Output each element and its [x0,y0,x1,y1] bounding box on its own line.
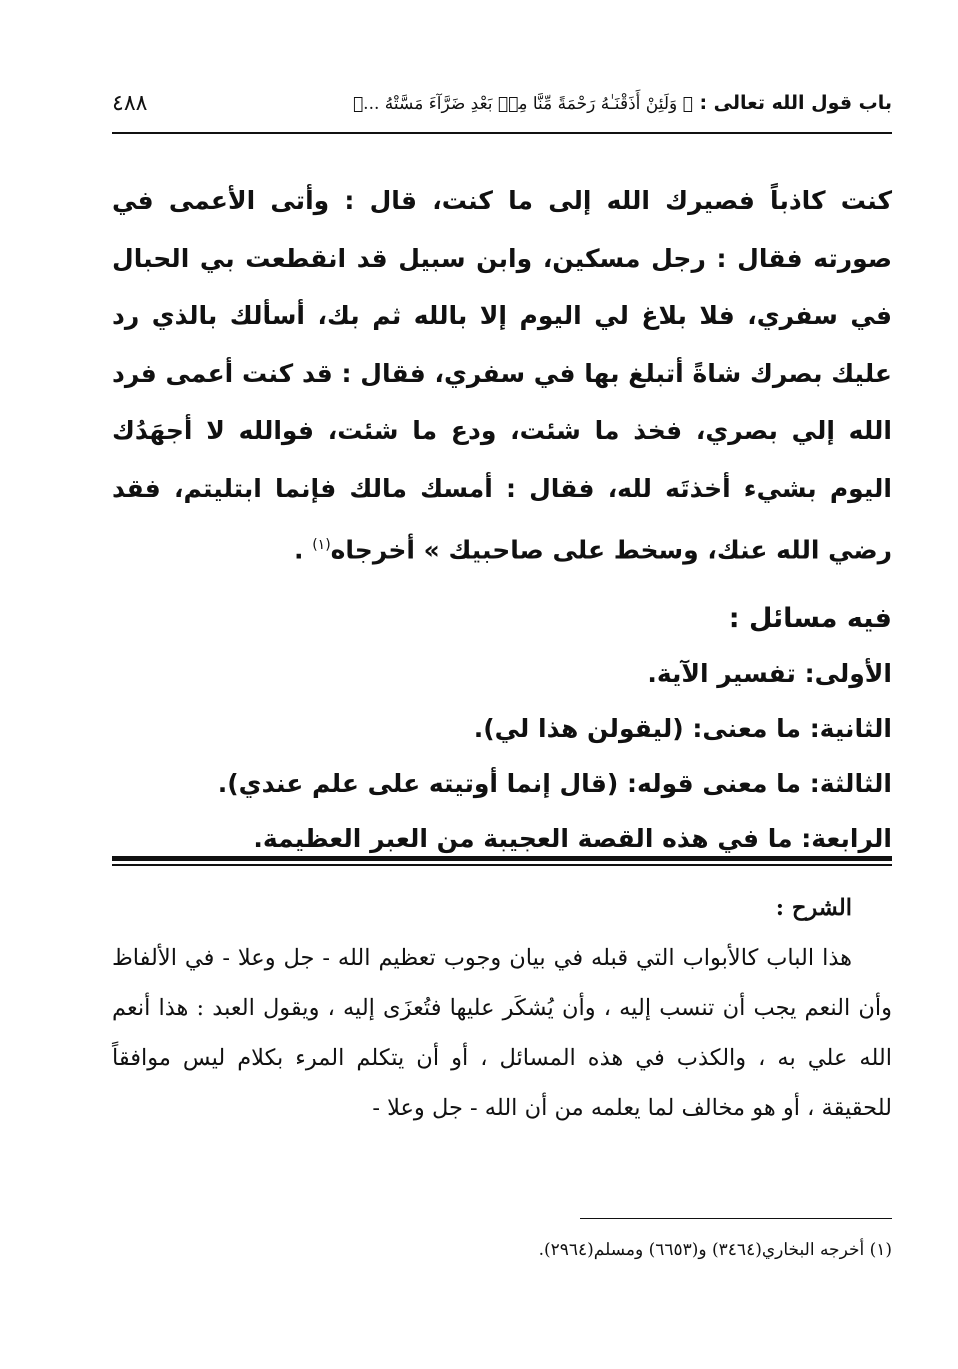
issue-item: الثالثة: ما معنى قوله: (قال إنما أوتيته على علم عندي). [217,769,892,798]
hadith-text-block [112,172,892,579]
divider-thin-line [112,864,892,866]
issue-item: الثانية: ما معنى: (ليقولن هذا لي). [473,714,892,743]
page-number: ٤٨٨ [112,90,148,116]
issue-item: الرابعة: ما في هذه القصة العجيبة من العبر العظيمة. [253,824,892,853]
footnote: (١) أخرجه البخاري(٣٤٦٤) و(٦٦٥٣) ومسلم(٢٩٦٤). [538,1240,892,1260]
running-header [112,78,892,128]
issues-heading: فيه مسائل : [728,603,892,634]
hadith-text: كنت كاذباً فصيرك الله إلى ما كنت، قال : وأتى الأعمى في صورته فقال : رجل مسكين، وابن سبيل قد انقطعت بي الحبال في سفري، فلا بلاغ لي اليوم إلا بالله ثم بك، أسألك بالذي رد عليك بصرك شاةً أتبلغ بها في سفري، فقال : قد كنت أعمى فرد الله إلي بصري، فخذ ما شئت، ودع ما شئت، فوالله لا أجهَدُك اليوم بشيء أخذتَه لله، فقال : أمسك مالك فإنما ابتليتم، فقد رضي الله عنك، وسخط على صاحبيك » أخرجاه [112,186,892,565]
chapter-title [353,92,892,114]
section-divider [112,856,892,867]
header-divider [112,132,892,134]
commentary-heading: الشرح : [775,895,852,921]
commentary-section [112,883,892,1133]
footnote-divider [580,1218,892,1219]
hadith-paragraph [112,172,892,579]
chapter-title-label: باب قول الله تعالى : [699,92,892,114]
divider-thick-line [112,856,892,861]
issue-item: الأولى: تفسير الآية. [647,659,892,688]
footnote-reference: (١) [312,537,331,553]
commentary-paragraph: هذا الباب كالأبواب التي قبله في بيان وجوب تعظيم الله - جل وعلا - في الألفاظ وأن النعم يجب أن تنسب إليه ، وأن يُشكَر عليها فتُعزَى إليه ، ويقول العبد : هذا أنعم الله علي به ، والكذب في هذه المسائل ، أو أن يتكلم المرء بكلام ليس موافقاً للحقيقة ، أو هو مخالف لما يعلمه من أن الله - جل وعلا - [112,945,892,1121]
issues-section [112,592,892,866]
hadith-end: . [293,535,313,565]
quran-verse: ﴿ وَلَئِنْ أَذَقْنَـٰهُ رَحْمَةً مِّنَّا مِنۢ بَعْدِ ضَرَّآءَ مَسَّتْهُ ...﴾ [352,94,693,114]
